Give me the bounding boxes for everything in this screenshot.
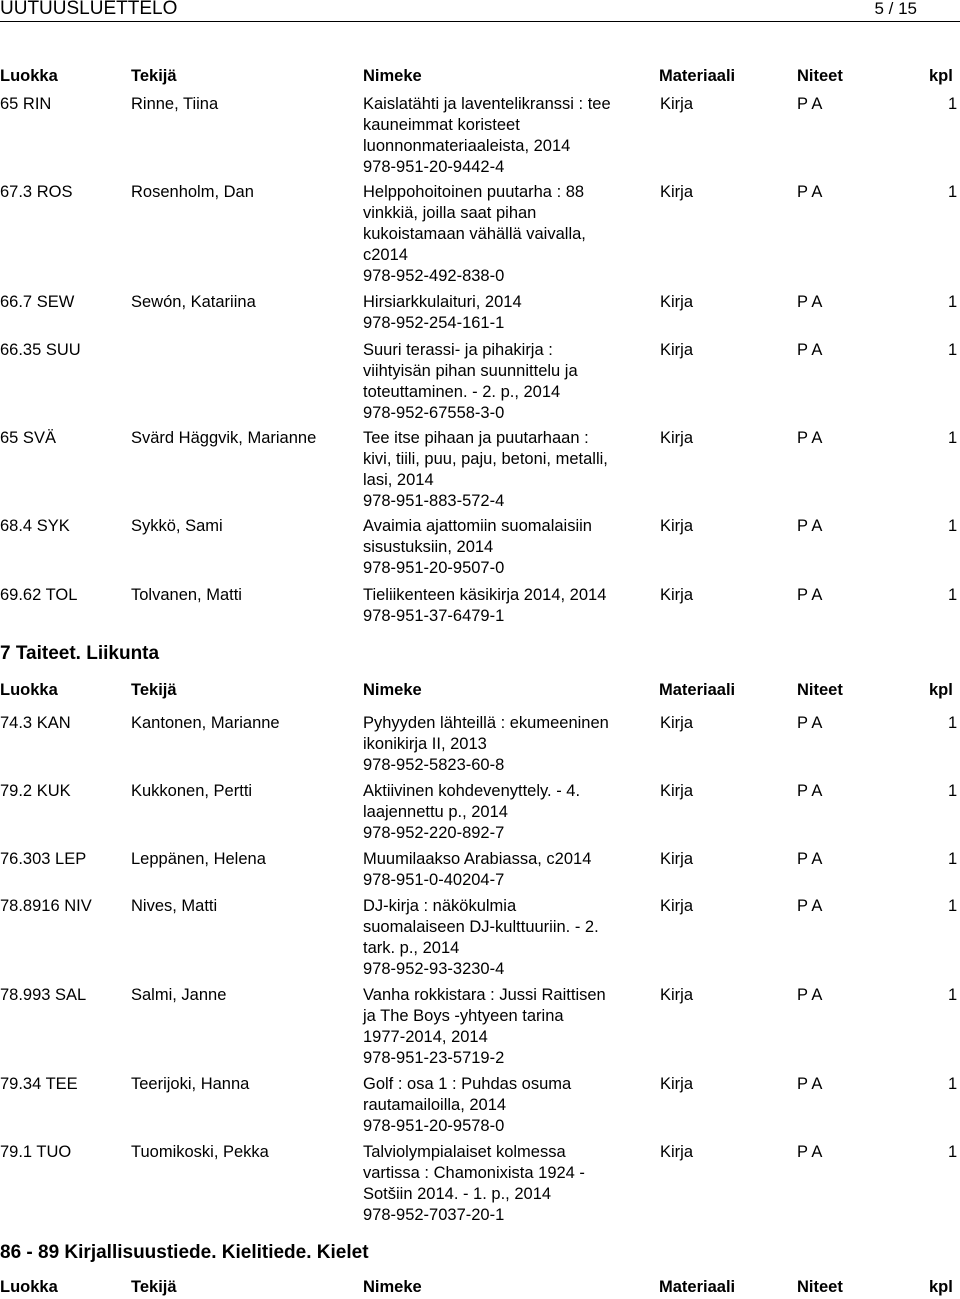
title-line: DJ-kirja : näkökulmia: [363, 897, 517, 915]
isbn: 978-952-67558-3-0: [363, 404, 505, 422]
isbn: 978-951-23-5719-2: [363, 1049, 505, 1067]
count: 1: [948, 1075, 958, 1093]
count: 1: [948, 1143, 958, 1161]
count: 1: [948, 586, 958, 604]
count: 1: [948, 714, 958, 732]
title-block: [363, 896, 653, 980]
section-heading: 86 - 89 Kirjallisuustiede. Kielitiede. Kielet: [0, 1242, 369, 1263]
title-line: Muumilaakso Arabiassa, c2014: [363, 850, 592, 868]
column-header-nimeke: Nimeke: [363, 681, 422, 699]
material: Kirja: [660, 897, 694, 915]
call-number: 66.7 SEW: [0, 293, 75, 311]
title-line: c2014: [363, 246, 408, 264]
material: Kirja: [660, 293, 694, 311]
count: 1: [948, 517, 958, 535]
title-line: Kaislatähti ja laventelikranssi : tee: [363, 95, 611, 113]
isbn: 978-951-20-9507-0: [363, 559, 505, 577]
column-header-tekija: Tekijä: [131, 67, 177, 85]
material: Kirja: [660, 1075, 694, 1093]
isbn: 978-952-5823-60-8: [363, 756, 505, 774]
column-header-nimeke: Nimeke: [363, 1278, 422, 1296]
material: Kirja: [660, 183, 694, 201]
copies-location: P A: [797, 183, 823, 201]
title-line: Pyhyyden lähteillä : ekumeeninen: [363, 714, 609, 732]
title-line: Tieliikenteen käsikirja 2014, 2014: [363, 586, 607, 604]
call-number: 78.993 SAL: [0, 986, 87, 1004]
title-block: [363, 985, 653, 1069]
copies-location: P A: [797, 782, 823, 800]
title-line: Suuri terassi- ja pihakirja :: [363, 341, 553, 359]
author: Teerijoki, Hanna: [131, 1075, 250, 1093]
call-number: 65 RIN: [0, 95, 52, 113]
material: Kirja: [660, 782, 694, 800]
call-number: 69.62 TOL: [0, 586, 78, 604]
call-number: 78.8916 NIV: [0, 897, 92, 915]
copies-location: P A: [797, 517, 823, 535]
column-header-nimeke: Nimeke: [363, 67, 422, 85]
copies-location: P A: [797, 95, 823, 113]
author: Rinne, Tiina: [131, 95, 219, 113]
title-line: ikonikirja II, 2013: [363, 735, 487, 753]
call-number: 65 SVÄ: [0, 429, 56, 447]
column-header-materiaali: Materiaali: [659, 681, 736, 699]
title-line: Vanha rokkistara : Jussi Raittisen: [363, 986, 606, 1004]
column-header-luokka: Luokka: [0, 67, 58, 85]
count: 1: [948, 95, 958, 113]
copies-location: P A: [797, 714, 823, 732]
title-line: tark. p., 2014: [363, 939, 460, 957]
author: Svärd Häggvik, Marianne: [131, 429, 317, 447]
column-header-niteet: Niteet: [797, 1278, 843, 1296]
title-block: [363, 292, 653, 334]
title-block: [363, 713, 653, 776]
count: 1: [948, 429, 958, 447]
title-line: kukoistamaan vähällä vaivalla,: [363, 225, 586, 243]
call-number: 76.303 LEP: [0, 850, 87, 868]
title-line: luonnonmateriaaleista, 2014: [363, 137, 571, 155]
column-header-kpl: kpl: [929, 681, 953, 699]
material: Kirja: [660, 429, 694, 447]
count: 1: [948, 850, 958, 868]
copies-location: P A: [797, 1075, 823, 1093]
count: 1: [948, 293, 958, 311]
material: Kirja: [660, 95, 694, 113]
call-number: 66.35 SUU: [0, 341, 81, 359]
title-line: kauneimmat koristeet: [363, 116, 520, 134]
material: Kirja: [660, 517, 694, 535]
material: Kirja: [660, 1143, 694, 1161]
author: Rosenholm, Dan: [131, 183, 254, 201]
count: 1: [948, 986, 958, 1004]
title-line: 1977-2014, 2014: [363, 1028, 488, 1046]
isbn: 978-952-492-838-0: [363, 267, 505, 285]
call-number: 67.3 ROS: [0, 183, 73, 201]
title-block: [363, 340, 653, 424]
column-header-materiaali: Materiaali: [659, 1278, 736, 1296]
title-block: [363, 94, 653, 178]
title-line: sisustuksiin, 2014: [363, 538, 494, 556]
count: 1: [948, 897, 958, 915]
author: Sewón, Katariina: [131, 293, 256, 311]
title-block: [363, 849, 653, 891]
title-line: rautamailoilla, 2014: [363, 1096, 507, 1114]
author: Sykkö, Sami: [131, 517, 223, 535]
title-line: Sotšiin 2014. - 1. p., 2014: [363, 1185, 552, 1203]
document-title: UUTUUSLUETTELO: [0, 0, 178, 19]
count: 1: [948, 183, 958, 201]
call-number: 79.34 TEE: [0, 1075, 78, 1093]
title-line: Aktiivinen kohdevenyttely. - 4.: [363, 782, 581, 800]
call-number: 79.2 KUK: [0, 782, 71, 800]
material: Kirja: [660, 850, 694, 868]
title-line: vartissa : Chamonixista 1924 -: [363, 1164, 585, 1182]
title-divider: [0, 21, 960, 22]
column-header-niteet: Niteet: [797, 681, 843, 699]
isbn: 978-952-7037-20-1: [363, 1206, 505, 1224]
author: Tolvanen, Matti: [131, 586, 242, 604]
isbn: 978-952-254-161-1: [363, 314, 505, 332]
column-header-tekija: Tekijä: [131, 1278, 177, 1296]
section-heading: 7 Taiteet. Liikunta: [0, 643, 160, 664]
title-block: [363, 182, 653, 287]
title-block: [363, 585, 653, 627]
call-number: 74.3 KAN: [0, 714, 71, 732]
author: Nives, Matti: [131, 897, 218, 915]
material: Kirja: [660, 714, 694, 732]
author: Leppänen, Helena: [131, 850, 266, 868]
material: Kirja: [660, 586, 694, 604]
title-line: Hirsiarkkulaituri, 2014: [363, 293, 522, 311]
title-line: Avaimia ajattomiin suomalaisiin: [363, 517, 592, 535]
copies-location: P A: [797, 429, 823, 447]
title-line: toteuttaminen. - 2. p., 2014: [363, 383, 561, 401]
column-header-kpl: kpl: [929, 1278, 953, 1296]
author: Kukkonen, Pertti: [131, 782, 253, 800]
author: Salmi, Janne: [131, 986, 227, 1004]
isbn: 978-951-883-572-4: [363, 492, 505, 510]
title-block: [363, 781, 653, 844]
copies-location: P A: [797, 897, 823, 915]
title-line: Talviolympialaiset kolmessa: [363, 1143, 566, 1161]
title-line: lasi, 2014: [363, 471, 434, 489]
title-line: vinkkiä, joilla saat pihan: [363, 204, 537, 222]
column-header-niteet: Niteet: [797, 67, 843, 85]
title-line: laajennettu p., 2014: [363, 803, 508, 821]
call-number: 79.1 TUO: [0, 1143, 72, 1161]
isbn: 978-951-20-9578-0: [363, 1117, 505, 1135]
author: Kantonen, Marianne: [131, 714, 280, 732]
call-number: 68.4 SYK: [0, 517, 70, 535]
copies-location: P A: [797, 293, 823, 311]
title-block: [363, 428, 653, 512]
isbn: 978-951-20-9442-4: [363, 158, 505, 176]
title-line: Helppohoitoinen puutarha : 88: [363, 183, 585, 201]
author: Tuomikoski, Pekka: [131, 1143, 269, 1161]
title-line: ja The Boys -yhtyeen tarina: [363, 1007, 564, 1025]
title-line: viihtyisän pihan suunnittelu ja: [363, 362, 578, 380]
title-line: Tee itse pihaan ja puutarhaan :: [363, 429, 589, 447]
material: Kirja: [660, 341, 694, 359]
copies-location: P A: [797, 1143, 823, 1161]
isbn: 978-952-220-892-7: [363, 824, 505, 842]
column-header-luokka: Luokka: [0, 681, 58, 699]
column-header-luokka: Luokka: [0, 1278, 58, 1296]
copies-location: P A: [797, 586, 823, 604]
title-line: kivi, tiili, puu, paju, betoni, metalli,: [363, 450, 608, 468]
count: 1: [948, 782, 958, 800]
isbn: 978-952-93-3230-4: [363, 960, 505, 978]
title-block: [363, 516, 653, 579]
material: Kirja: [660, 986, 694, 1004]
copies-location: P A: [797, 986, 823, 1004]
isbn: 978-951-0-40204-7: [363, 871, 505, 889]
column-header-kpl: kpl: [929, 67, 953, 85]
copies-location: P A: [797, 341, 823, 359]
column-header-materiaali: Materiaali: [659, 67, 736, 85]
title-line: suomalaiseen DJ-kulttuuriin. - 2.: [363, 918, 599, 936]
count: 1: [948, 341, 958, 359]
column-header-tekija: Tekijä: [131, 681, 177, 699]
title-block: [363, 1142, 653, 1226]
page-number: 5 / 15: [874, 0, 917, 18]
copies-location: P A: [797, 850, 823, 868]
isbn: 978-951-37-6479-1: [363, 607, 505, 625]
title-line: Golf : osa 1 : Puhdas osuma: [363, 1075, 572, 1093]
title-block: [363, 1074, 653, 1137]
